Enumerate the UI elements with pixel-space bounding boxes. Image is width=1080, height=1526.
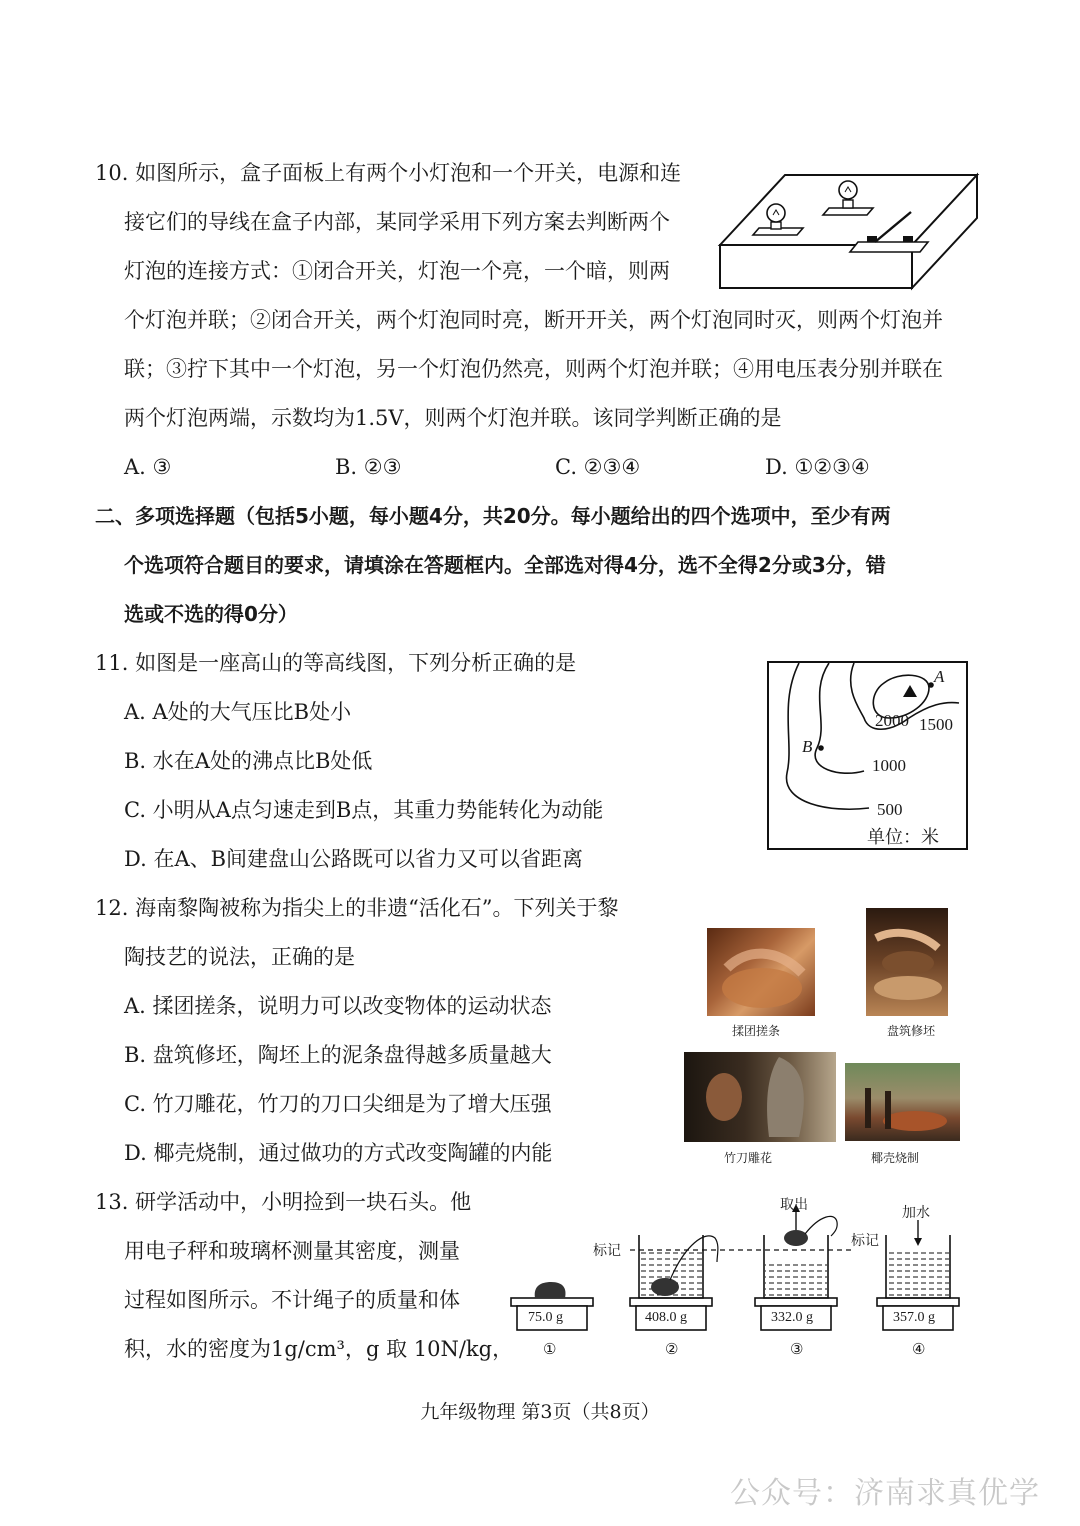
caption-coiling: 盘筑修坯	[887, 1024, 936, 1038]
peak-icon	[903, 685, 917, 697]
q10-line-5: 联；③拧下其中一个灯泡，另一个灯泡仍然亮，则两个灯泡并联；④用电压表分别并联在	[124, 357, 943, 381]
caption-kneading: 揉团搓条	[732, 1024, 781, 1038]
q10-line-6: 两个灯泡两端，示数均为1.5V，则两个灯泡并联。该同学判断正确的是	[124, 406, 782, 430]
circuit-box-figure	[715, 160, 985, 295]
contour-label-500: 500	[877, 800, 903, 819]
contour-map	[767, 661, 968, 850]
map-unit-label: 单位：米	[867, 827, 939, 848]
watermark: 公众号：济南求真优学	[730, 1476, 1040, 1511]
q12-line-2: 陶技艺的说法，正确的是	[124, 945, 355, 969]
photo-carving	[684, 1052, 836, 1142]
q12-option-a: A. 揉团搓条，说明力可以改变物体的运动状态	[124, 994, 552, 1018]
contour-label-1500: 1500	[919, 715, 953, 734]
q12-line-1: 12. 海南黎陶被称为指尖上的非遗“活化石”。下列关于黎	[95, 896, 619, 920]
add-water-label: 加水	[902, 1205, 930, 1221]
step-label-1: ①	[543, 1340, 557, 1358]
q10-option-b: B. ②③	[335, 455, 402, 479]
q10-line-2: 接它们的导线在盒子内部，某同学采用下列方案去判断两个	[124, 210, 670, 234]
q13-line-3: 过程如图所示。不计绳子的质量和体	[124, 1288, 460, 1312]
q13-line-2: 用电子秤和玻璃杯测量其密度，测量	[124, 1239, 460, 1263]
q11-option-d: D. 在A、B间建盘山公路既可以省力又可以省距离	[124, 847, 584, 871]
density-experiment-figure	[505, 1190, 975, 1365]
take-out-label: 取出	[780, 1197, 808, 1213]
contour-label-1000: 1000	[872, 756, 906, 775]
section2-line-3: 选或不选的得0分）	[124, 602, 298, 626]
caption-firing: 椰壳烧制	[871, 1151, 920, 1165]
scale-reading-3: 332.0 g	[771, 1310, 813, 1325]
map-point-a-label: A	[934, 667, 945, 686]
q12-option-d: D. 椰壳烧制，通过做功的方式改变陶罐的内能	[124, 1141, 553, 1165]
scale-reading-4: 357.0 g	[893, 1310, 935, 1325]
q12-option-b: B. 盘筑修坯，陶坯上的泥条盘得越多质量越大	[124, 1043, 552, 1067]
q10-line-1: 10. 如图所示，盒子面板上有两个小灯泡和一个开关，电源和连	[95, 161, 682, 185]
photo-coiling	[866, 908, 948, 1016]
q11-option-c: C. 小明从A点匀速走到B点，其重力势能转化为动能	[124, 798, 604, 822]
q11-option-b: B. 水在A处的沸点比B处低	[124, 749, 373, 773]
q10-option-a: A. ③	[124, 455, 172, 479]
q13-line-1: 13. 研学活动中，小明捡到一块石头。他	[95, 1190, 472, 1214]
q10-line-4: 个灯泡并联；②闭合开关，两个灯泡同时亮，断开开关，两个灯泡同时灭，则两个灯泡并	[124, 308, 943, 332]
step-label-4: ④	[912, 1340, 926, 1358]
photo-kneading	[707, 928, 815, 1016]
map-point-b-label: B	[802, 737, 813, 756]
q11-stem: 11. 如图是一座高山的等高线图，下列分析正确的是	[95, 651, 577, 675]
scale-reading-2: 408.0 g	[645, 1310, 687, 1325]
scale-reading-1: 75.0 g	[528, 1310, 563, 1325]
section2-line-1: 二、多项选择题（包括5小题，每小题4分，共20分。每小题给出的四个选项中，至少有两	[95, 504, 891, 528]
mark-label-2: 标记	[851, 1233, 879, 1249]
section2-line-2: 个选项符合题目的要求，请填涂在答题框内。全部选对得4分，选不全得2分或3分，错	[124, 553, 886, 577]
q13-line-4: 积，水的密度为1g/cm³，g 取 10N/kg，	[124, 1337, 514, 1361]
q10-option-c: C. ②③④	[555, 455, 641, 479]
step-label-2: ②	[665, 1340, 679, 1358]
step-label-3: ③	[790, 1340, 804, 1358]
contour-label-2000: 2000	[875, 711, 909, 730]
mark-label-1: 标记	[593, 1243, 621, 1259]
page-footer: 九年级物理 第3页（共8页）	[420, 1401, 660, 1423]
caption-carving: 竹刀雕花	[724, 1151, 773, 1165]
photo-firing	[845, 1063, 960, 1141]
q10-option-d: D. ①②③④	[765, 455, 870, 479]
q12-option-c: C. 竹刀雕花，竹刀的刀口尖细是为了增大压强	[124, 1092, 552, 1116]
q10-line-3: 灯泡的连接方式：①闭合开关，灯泡一个亮，一个暗，则两	[124, 259, 670, 283]
q11-option-a: A. A处的大气压比B处小	[124, 700, 352, 724]
